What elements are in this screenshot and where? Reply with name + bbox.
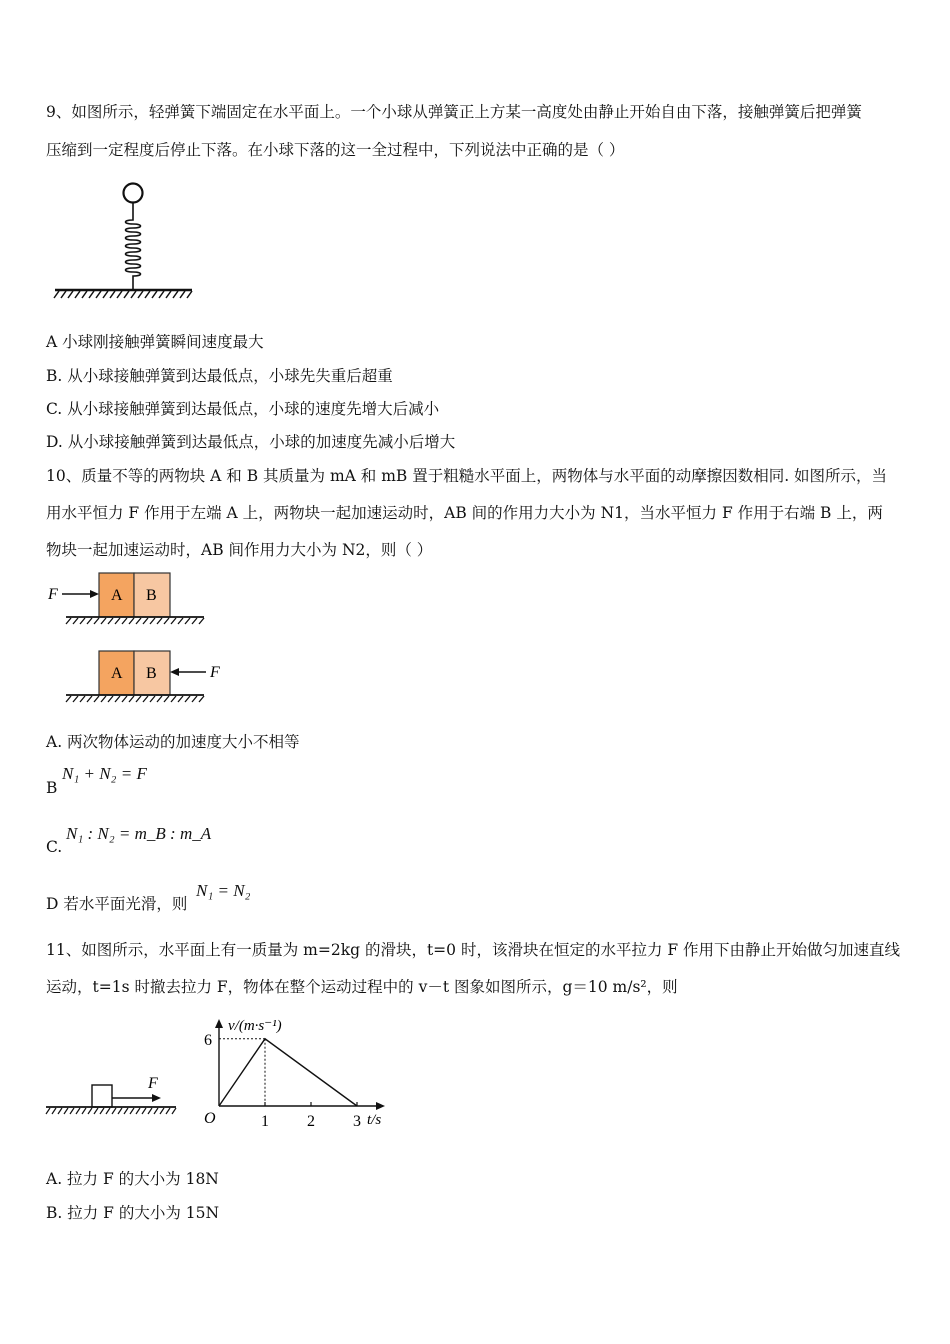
q11-stem-line1: 11、如图所示，水平面上有一质量为 m=2kg 的滑块，t=0 时，该滑块在恒定的水平拉力 F 作用下由静止开始做匀加速直线 [46,941,901,959]
arrow-head [90,590,99,598]
x-axis-arrow [376,1102,385,1110]
vt-chart [195,1010,395,1135]
force-label: F [210,664,220,681]
q10-option-c-letter: C. [46,838,63,856]
q10-stem-line1: 10、质量不等的两物块 A 和 B 其质量为 mA 和 mB 置于粗糙水平面上，两物体与水平面的动摩擦因数相同. 如图所示，当 [46,467,888,485]
block-a-label: A [111,665,123,682]
q11-option-a: A. 拉力 F 的大小为 18N [46,1170,219,1188]
y-axis-label: v/(m·s⁻¹) [228,1018,282,1034]
block-a-label: A [111,587,123,604]
block-b-label: B [146,587,157,604]
spring [126,202,141,290]
x-tick-label: 1 [261,1113,269,1130]
series-line [219,1039,357,1106]
ball [124,184,143,203]
q10-stem-line3: 物块一起加速运动时，AB 间作用力大小为 N2，则（ ） [46,541,433,559]
q9-stem-line1: 9、如图所示，轻弹簧下端固定在水平面上。一个小球从弹簧正上方某一高度处由静止开始自由下落，接触弹簧后把弹簧 [46,103,862,121]
q10-option-d-formula: N₁ = N₂ [196,881,251,900]
q10-option-b-formula: N₁ + N₂ = F [62,764,147,783]
origin-label: O [204,1110,216,1127]
q10-option-a: A. 两次物体运动的加速度大小不相等 [46,733,300,751]
slider-block [92,1085,112,1107]
q11-option-b: B. 拉力 F 的大小为 15N [46,1204,220,1222]
slider-figure [44,1070,184,1120]
x-axis-label: t/s [367,1112,382,1128]
q9-option-c: C. 从小球接触弹簧到达最低点，小球的速度先增大后减小 [46,400,440,418]
block-b-label: B [146,665,157,682]
arrow-head [152,1094,161,1102]
q10-stem-line2: 用水平恒力 F 作用于左端 A 上，两物块一起加速运动时，AB 间的作用力大小为 N1，当水平恒力 F 作用于右端 B 上，两 [46,504,883,522]
blocks-figure-bottom [44,646,234,708]
force-label: F [148,1075,158,1092]
spring-ball-figure [50,180,200,305]
q11-stem-line2: 运动，t=1s 时撤去拉力 F，物体在整个运动过程中的 v－t 图象如图所示，g＝10 m/s²，则 [46,978,678,996]
q10-option-b-letter: B [46,779,58,797]
y-tick-label: 6 [204,1031,212,1049]
x-tick-label: 3 [353,1113,361,1130]
y-axis-arrow [215,1019,223,1028]
x-tick-label: 2 [307,1113,315,1130]
q9-option-d: D. 从小球接触弹簧到达最低点，小球的加速度先减小后增大 [46,433,456,451]
q9-option-b: B. 从小球接触弹簧到达最低点，小球先失重后超重 [46,367,393,385]
ground-hatch [54,291,192,298]
force-label: F [48,586,58,603]
q9-option-a: A 小球刚接触弹簧瞬间速度最大 [46,333,264,351]
q10-option-d-text: D 若水平面光滑，则 [46,895,188,913]
q10-option-c-formula: N₁ : N₂ = m_B : m_A [66,824,212,843]
blocks-figure-top [44,568,214,630]
q9-stem-line2: 压缩到一定程度后停止下落。在小球下落的这一全过程中，下列说法中正确的是（ ） [46,141,625,159]
